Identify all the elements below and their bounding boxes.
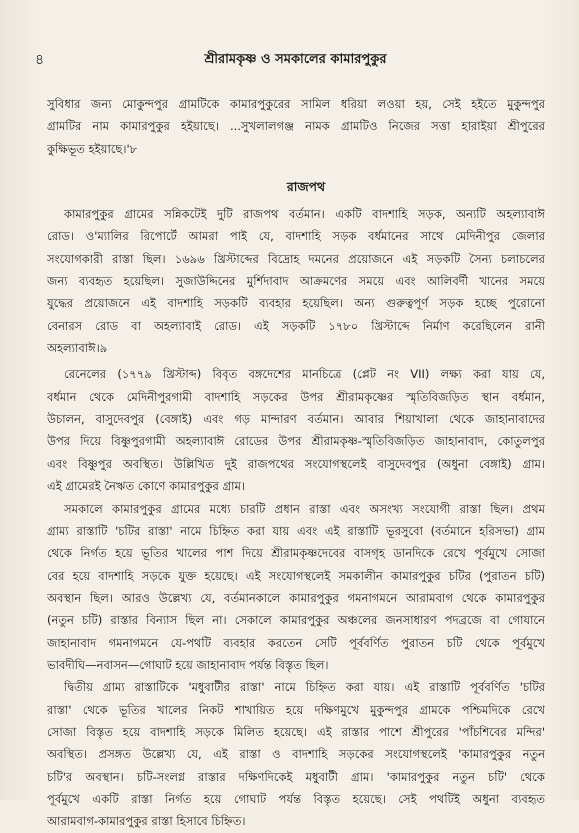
running-title: শ্রীরামকৃষ্ণ ও সমকালের কামারপুকুর <box>204 52 387 67</box>
paragraph-1-line: বেনারস রোড বা অহল্যাবাই রোড। এই সড়কটি ১৭৮০ খ্রিস্টাব্দে নির্মাণ করেছিলেন রানী <box>47 318 545 333</box>
paragraph-1-line: সংযোগকারী রাস্তা ছিল। ১৬৯৬ খ্রিস্টাব্দের বিদ্রোহ দমনের প্রয়োজনে এই সড়কটি সৈন্য চলাচলের <box>47 251 545 266</box>
paragraph-3-line: গ্রাম্য রাস্তাটি 'চটির রাস্তা' নামে চিহ্নিত করা যায় এবং এই রাস্তাটি ভূরসুবো (বর্তমানে হরিসভা) গ্রাম <box>47 523 545 538</box>
page-number: ৪ <box>35 52 45 68</box>
paragraph-3-line: ভাবদীঘি—নবাসন—গোঘাট হয়ে জাহানাবাদ পর্যন্ত বিস্তৃত ছিল। <box>47 657 329 672</box>
paragraph-2-line: এবং বিষ্ণুপুর অবস্থিত। উল্লিখিত দুই রাজপথের সংযোগস্থলেই বাসুদেবপুর (অধুনা বেঙ্গাই) গ্রাম। <box>47 456 545 471</box>
paragraph-2-line: উচালন, বাসুদেবপুর (বেঙ্গাই) এবং গড় মান্দারণ বর্তমান। আবার শিয়াখালা থেকে জাহানাবাদের <box>47 412 545 427</box>
paragraph-4-line: রাস্তা' থেকে ভূতির খালের নিকট শাখায়িত হয়ে দক্ষিণমুখে মুকুন্দপুর গ্রামকে পশ্চিমদিকে রেখে <box>47 702 545 717</box>
paragraph-3-line: (নতুন চটি) রাস্তার বিন্যাস ছিল না। সেকালে কামারপুকুর অঞ্চলের জনসাধারণ পদব্রজে বা গোযানে <box>47 613 545 628</box>
paragraph-3-line: বের হয়ে বাদশাহি সড়কে যুক্ত হয়েছে। এই সংযোগস্থলেই সমকালীন কামারপুকুর চটির (পুরাতন চটি) <box>47 568 545 583</box>
paragraph-2-line: বর্ধমান থেকে মেদিনীপুরগামী বাদশাহি সড়কের উপর শ্রীরামকৃষ্ণের স্মৃতিবিজড়িত স্থান বর্ধমান, <box>47 389 545 404</box>
paragraph-4-line: চটি'র অবস্থান। চটি-সংলগ্ন রাস্তার দক্ষিণদিকেই মধুবাটী গ্রাম। 'কামারপুকুর নতুন চটি' থেকে <box>47 769 545 784</box>
paragraph-4-line: পূর্বমুখে একটি রাস্তা নির্গত হয়ে গোঘাট পর্যন্ত বিস্তৃত হয়েছে। সেই পথটিই অধুনা ব্যবহৃত <box>47 791 545 806</box>
paragraph-3-line: থেকে নির্গত হয়ে ভূতির খালের পাশ দিয়ে শ্রীরামকৃষ্ণদেবের বাসগৃহ ডানদিকে রেখে পূর্বমুখে সোজা <box>47 546 545 561</box>
section-title: রাজপথ <box>286 179 326 195</box>
paragraph-1-line: কামারপুকুর গ্রামের সন্নিকটেই দুটি রাজপথ বর্তমান। একটি বাদশাহি সড়ক, অন্যটি অহল্যাবাঈ <box>64 207 545 222</box>
paragraph-4-line: দ্বিতীয় গ্রাম্য রাস্তাটিকে 'মধুবাটীর রাস্তা' নামে চিহ্নিত করা যায়। এই রাস্তাটি পূর্ববর্ণিত 'চটির <box>64 680 545 695</box>
paragraph-2-line: রেনেলের (১৭৭৯ খ্রিস্টাব্দ) বিবৃত বঙ্গদেশের মানচিত্রে (প্লেট নং VII) লক্ষ্য করা যায় যে, <box>64 367 545 382</box>
paragraph-4-line: সোজা বিস্তৃত হয়ে বাদশাহি সড়কে মিলিত হয়েছে। এই রাস্তার পাশে শ্রীপুরের 'পাঁচশিবের মন্দির' <box>47 724 545 739</box>
paragraph-2-line: উপর দিয়ে বিষ্ণুপুরগামী অহল্যাবাঈ রোডের উপর শ্রীরামকৃষ্ণ-স্মৃতিবিজড়িত জাহানাবাদ, কোতুলপুর <box>47 434 545 449</box>
paragraph-4-line: অবস্থিত। প্রসঙ্গত উল্লেখ্য যে, এই রাস্তা ও বাদশাহি সড়কের সংযোগস্থলেই 'কামারপুকুর নতুন <box>47 747 545 762</box>
paragraph-3-line: সমকালে কামারপুকুর গ্রামের মধ্যে চারটি প্রধান রাস্তা এবং অসংখ্য সংযোগী রাস্তা ছিল। প্রথম <box>64 501 545 516</box>
intro-line: কুক্ষিভূত হইয়াছে।'৮ <box>47 141 138 156</box>
paragraph-3-line: অবস্থান ছিল। আরও উল্লেখ্য যে, বর্তমানকালে কামারপুকুর গমনাগমনে আরামবাগ থেকে কামারপুকুর <box>47 590 545 605</box>
paragraph-1-line: যুদ্ধের প্রয়োজনে এই বাদশাহি সড়কটি ব্যবহার হয়েছিল। অন্য গুরুত্বপূর্ণ সড়ক হচ্ছে পুরোনো <box>47 296 545 311</box>
paragraph-3-line: জাহানাবাদ গমনাগমনে যে-পথটি ব্যবহার করতেন সেটি পূর্ববর্ণিত পুরাতন চটি থেকে পূর্বমুখে <box>47 635 545 650</box>
paragraph-1-line: রোড। ও'ম্যালির রিপোর্টে আমরা পাই যে, বাদশাহি সড়ক বর্ধমানের সাথে মেদিনীপুর জেলার <box>47 229 545 244</box>
intro-line: সুবিধার জন্য মোকুন্দপুর গ্রামটিকে কামারপুকুরের সামিল ধরিয়া লওয়া হয়, সেই হইতে মুকুন্দপুর <box>47 97 545 111</box>
paragraph-4-line: আরামবাগ-কামারপুকুর রাস্তা হিসাবে চিহ্নিত। <box>47 814 246 829</box>
page-body <box>47 93 545 833</box>
intro-line: গ্রামটির নাম কামারপুকুর হইয়াছে। ...সুখলালগঞ্জ নামক গ্রামটিও নিজের সত্তা হারাইয়া শ্রীপুরের <box>47 119 545 134</box>
paragraph-1-line: অহল্যাবাঈ।৯ <box>47 341 108 356</box>
paragraph-1-line: জন্য ব্যবহৃত হয়েছিল। সুজাউদ্দিনের মুর্শিদাবাদ আক্রমণের সময়ে এবং আলিবর্দী খানের সময়ে <box>47 274 545 289</box>
paragraph-2-line: এই গ্রামেরই নৈঋত কোণে কামারপুকুর গ্রাম। <box>47 479 245 494</box>
